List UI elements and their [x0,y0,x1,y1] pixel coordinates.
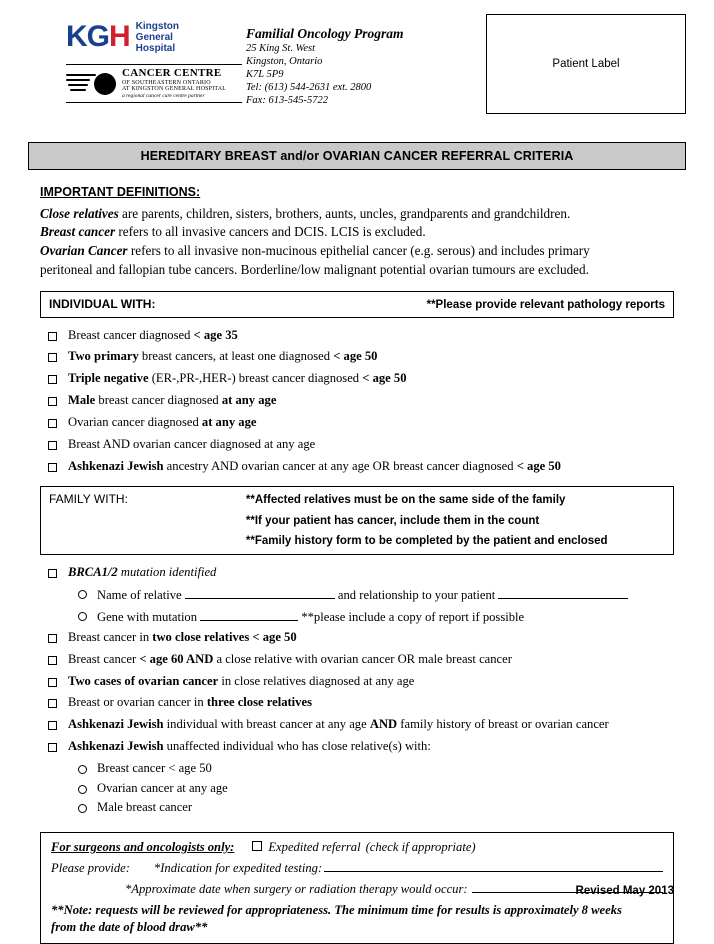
criteria-text-span: < age 50 [516,458,561,473]
criteria-text-span: Breast cancer diagnosed [68,327,194,342]
criteria-item [48,652,674,667]
criteria-text [68,415,674,430]
cancer-centre-tagline: a regional cancer care centre partner [122,92,205,99]
criteria-text-span: Ashkenazi Jewish [68,717,164,732]
criteria-item [48,437,674,452]
criteria-text-span: Ashkenazi Jewish [68,739,164,754]
family-criteria-group [48,674,674,689]
criteria-item [48,630,674,645]
hospital-logo-block [66,20,246,103]
surgeons-note-line-1: **Note: requests will be reviewed for appropriateness. The minimum time for results is approximately 8 weeks [51,903,622,918]
criteria-checkbox[interactable] [48,656,57,665]
criteria-sub-checkbox[interactable] [78,785,87,794]
kgh-wordmark-icon: KGH [66,20,130,54]
criteria-sub-item [78,761,674,777]
criteria-text-span: at any age [221,393,277,408]
family-note: **Family history form to be completed by the patient and enclosed [245,535,608,548]
approx-date-label: *Approximate date when surgery or radiation therapy would occur: [125,882,468,897]
individual-with-label: INDIVIDUAL WITH: [49,296,156,311]
criteria-item [48,674,674,689]
patient-label-text: Patient Label [552,58,620,70]
criteria-text-span: breast cancers, at least one diagnosed [138,349,334,364]
criteria-text-span: mutation identified [117,564,217,579]
criteria-text-span: at any age [201,414,257,429]
family-criteria-group [48,695,674,710]
criteria-sub-text [97,800,192,816]
criteria-text [68,437,674,452]
family-with-box [40,486,674,555]
cancer-centre-title: CANCER CENTRE [122,67,222,80]
criteria-sub-text-span: Name of relative [97,588,185,603]
program-fax: Fax: 613-545-5722 [246,94,328,106]
swoosh-icon [66,71,118,97]
criteria-text-span: family history of breast or ovarian cancer [397,717,609,732]
kgh-logo-text: Kingston General Hospital [135,21,179,54]
criteria-text [68,349,674,364]
cancer-centre-emblem-icon [94,73,116,95]
criteria-sub-text [97,586,628,604]
referral-form-page [0,14,714,941]
criteria-checkbox[interactable] [48,569,57,578]
page-header [28,14,686,126]
important-definitions-section [40,184,674,279]
definition-item [40,242,674,260]
criteria-text-span: Two cases of ovarian cancer [68,673,219,688]
criteria-text [68,739,674,754]
criteria-sub-text-span: and relationship to your patient [334,588,499,603]
criteria-text-span: ancestry AND ovarian cancer at any age OR breast cancer diagnosed [163,458,517,473]
definition-text: refers to all invasive non-mucinous epithelial cancer (e.g. serous) and includes primary [127,243,590,259]
criteria-checkbox[interactable] [48,397,57,406]
criteria-sub-list [78,586,674,625]
criteria-text-span: three close relatives [206,695,312,710]
expedited-referral-label: Expedited referral [268,840,361,855]
criteria-checkbox[interactable] [48,332,57,341]
criteria-text-span: in close relatives diagnosed at any age [218,673,415,688]
criteria-text-span: unaffected individual who has close relative(s) with: [163,739,431,754]
expedited-referral-checkbox[interactable] [252,841,262,851]
criteria-sub-checkbox[interactable] [78,590,87,599]
criteria-text [68,652,674,667]
family-criteria-group [48,565,674,626]
form-title-bar [28,142,686,170]
program-address-2: Kingston, Ontario [246,56,323,68]
family-criteria-list [48,565,674,817]
definitions-heading: IMPORTANT DEFINITIONS: [40,185,201,199]
criteria-text-span: individual with breast cancer at any age [163,717,370,732]
definition-term: Breast cancer [40,224,116,240]
indication-label: *Indication for expedited testing: [153,861,323,876]
criteria-sub-item [78,586,674,604]
program-address-1: 25 King St. West [246,43,316,55]
form-title: HEREDITARY BREAST and/or OVARIAN CANCER REFERRAL CRITERIA [140,149,574,163]
cancer-centre-text [122,68,226,99]
criteria-item [48,717,674,732]
criteria-item [48,328,674,343]
definition-term: Ovarian Cancer [40,243,128,259]
family-note: **If your patient has cancer, include them in the count [245,514,540,527]
criteria-checkbox[interactable] [48,678,57,687]
expedited-referral-row [51,839,663,856]
criteria-checkbox[interactable] [48,463,57,472]
criteria-item [48,393,674,408]
criteria-text-span: < age 60 AND [139,651,214,666]
criteria-sub-item [78,781,674,797]
criteria-checkbox[interactable] [48,441,57,450]
criteria-sub-text-span: Gene with mutation [97,610,201,625]
program-postal-code: K7L 5P9 [246,69,284,81]
criteria-item [48,459,674,474]
criteria-text [68,459,674,474]
criteria-text [68,674,674,689]
criteria-text-span: Breast or ovarian cancer in [68,695,207,710]
definitions-body [40,205,674,279]
patient-label-box[interactable] [486,14,686,114]
criteria-sub-text [97,761,212,777]
criteria-sub-checkbox[interactable] [78,765,87,774]
criteria-sub-checkbox[interactable] [78,612,87,621]
criteria-text-span: Male [68,393,96,408]
family-criteria-group [48,739,674,816]
definition-item [40,223,674,241]
criteria-sub-text-span: Breast cancer < age 50 [97,761,212,775]
individual-criteria-list [48,328,674,475]
criteria-text-span: a close relative with ovarian cancer OR male breast cancer [213,651,512,666]
approx-date-row [51,880,663,898]
individual-pathology-note: **Please provide relevant pathology reports [426,298,665,311]
criteria-text-span: Two primary [68,349,139,364]
indication-input[interactable] [324,859,663,872]
criteria-text-span: < age 50 [362,371,407,386]
criteria-text [68,393,674,408]
criteria-text-span: BRCA1/2 [68,564,118,579]
criteria-sub-text [97,608,524,626]
criteria-text [68,695,674,710]
criteria-text-span: < age 50 [333,349,378,364]
criteria-text [68,371,674,386]
program-telephone: Tel: (613) 544-2631 ext. 2800 [246,81,372,93]
indication-row [51,859,663,877]
criteria-text-span: AND [369,717,398,732]
criteria-text-span: (ER-,PR-,HER-) breast cancer diagnosed [148,371,363,386]
criteria-checkbox[interactable] [48,419,57,428]
family-criteria-group [48,630,674,645]
family-notes [246,495,608,548]
family-criteria-group [48,652,674,667]
criteria-text-span: two close relatives < age 50 [152,629,297,644]
criteria-item [48,415,674,430]
criteria-item [48,695,674,710]
definition-text: are parents, children, sisters, brothers, aunts, uncles, grandparents and grandchildren. [118,205,571,221]
criteria-checkbox[interactable] [48,634,57,643]
criteria-sub-text [97,781,228,797]
surgeons-note-line-2: from the date of blood draw** [51,919,208,934]
criteria-text [68,630,674,645]
kgh-logo [66,20,246,54]
revised-date: Revised May 2013 [575,885,674,897]
criteria-text-span: Breast cancer in [68,629,153,644]
definition-text: refers to all invasive cancers and DCIS. LCIS is excluded. [115,224,426,240]
criteria-item [48,371,674,386]
program-address-block [246,26,404,107]
criteria-item [48,739,674,754]
criteria-checkbox[interactable] [48,699,57,708]
criteria-sub-item [78,608,674,626]
criteria-sub-item [78,800,674,816]
criteria-text-span: breast cancer diagnosed [95,393,222,408]
criteria-text-span: Breast cancer [68,651,140,666]
criteria-checkbox[interactable] [48,721,57,730]
surgeons-heading: For surgeons and oncologists only: [51,840,235,855]
criteria-item [48,349,674,364]
criteria-text-span: Ovarian cancer diagnosed [68,414,202,429]
family-note: **Affected relatives must be on the same side of the family [245,494,566,507]
criteria-sub-list [78,761,674,816]
program-title: Familial Oncology Program [246,26,404,41]
criteria-text [68,565,674,580]
criteria-text [68,717,674,732]
criteria-text-span: Breast AND ovarian cancer diagnosed at any age [68,436,316,451]
definition-item [40,205,674,223]
expedited-referral-hint: (check if appropriate) [365,840,476,855]
please-provide-label: Please provide: [51,861,130,876]
criteria-text [68,328,674,343]
criteria-sub-text-span: Male breast cancer [97,800,193,815]
cancer-centre-sub2: AT KINGSTON GENERAL HOSPITAL [122,86,227,93]
criteria-text-span: Triple negative [68,371,149,386]
family-with-label: FAMILY WITH: [49,492,128,507]
individual-with-box [40,291,674,318]
criteria-sub-text-span: Ovarian cancer at any age [97,780,228,795]
criteria-sub-text-span: **please include a copy of report if possible [298,610,525,625]
criteria-checkbox[interactable] [48,375,57,384]
cancer-centre-sub: OF SOUTHEASTERN ONTARIO [122,79,211,86]
criteria-sub-fill-in-blank[interactable] [185,586,335,599]
criteria-item [48,565,674,580]
criteria-checkbox[interactable] [48,353,57,362]
criteria-text-span: Ashkenazi Jewish [68,458,164,473]
criteria-sub-checkbox[interactable] [78,804,87,813]
definition-continuation: peritoneal and fallopian tube cancers. Borderline/low malignant potential ovarian tumours are excluded. [40,261,589,277]
criteria-checkbox[interactable] [48,743,57,752]
criteria-text-span: < age 35 [193,327,238,342]
cancer-centre-logo [66,64,242,103]
definition-term: Close relatives [40,205,119,221]
criteria-sub-fill-in-blank[interactable] [498,586,628,599]
criteria-sub-fill-in-blank[interactable] [200,608,298,621]
family-criteria-group [48,717,674,732]
